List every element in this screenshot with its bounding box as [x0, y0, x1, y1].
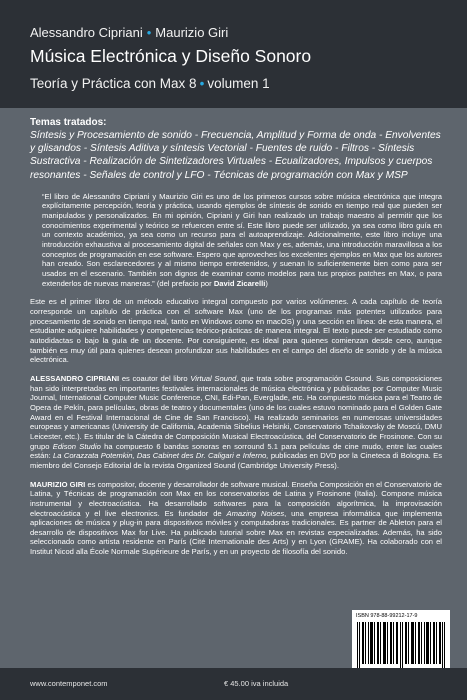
giri-bio-text-2: , una empresa informática que implementa aplicaciones de música y plug-in para dispositivos móviles y computadoras tradicionales. Es partner de Ableton para el desarrollo de dispositivos Max for Live. Ha publicado tutorial sobre Max en revistas especializadas. Además, ha sido seleccionado como artista residente en París (Cité Internationale des Arts) y en Lyon (GRAME). Ha colaborado con el Institut Nicod alla École Normale Supérieure de París, y en un proyecto de filosofía del sonido.: [30, 508, 442, 557]
giri-name: MAURIZIO GIRI: [30, 479, 86, 489]
film-titles: La Corazzata Potemkin, Das Cabinet des Dr. Caligari e Inferno,: [53, 451, 269, 461]
cipriani-bio-text-1: es coautor del libro: [121, 373, 188, 383]
intro-paragraph: Este es el primer libro de un método educativo integral compuesto por varios volúmenes. A cada capítulo de teoría corresponde un capítulo de práctica con el software Max (uno de los programas más potentes utilizados para procesamiento de sonido en tiempo real, tanto en Windows como en macOS) y una sección en línea: de esta manera, el estudiante adquiere habilidades y competencias teórico-prácticas de manera integral. El texto puede ser estudiado como autodidactas o bajo la guía de un docente. Por consiguiente, es ideal para quienes comienzan desde cero, aunque también es muy útil para quienes desean profundizar sus habilidades en el campo del diseño de sonido y de la música electrónica.: [30, 297, 442, 365]
edison-studio-name: Edison Studio: [52, 441, 101, 451]
quote-author: David Zicarelli: [213, 278, 266, 288]
preface-quote: “El libro de Alessandro Cipriani y Maurizio Giri es uno de los primeros cursos sobre música electrónica que integra explícitamente percepción, teoría y práctica, usando ejemplos de síntesis de sonido en tiempo real que pueden ser manipulados y personalizados. En mi opinión, Cipriani y Giri han realizado un trabajo maestro al permitir que los conocimientos experimental y teórico se refuercen entre sí. Este libro puede ser utilizado, ya sea como libro guía en un contexto académico, ya sea como un recurso para el autoaprendizaje. Adicionalmente, este libro incluye una introducción exhaustiva al procesamiento digital de señales con Max y es, además, una introducción maravillosa a los conceptos de programación en ese software. Espero que aproveches los excelentes ejemplos en Max que los autores han creado. Son esclarecedores y al mismo tiempo entretenidos, y suenan lo suficientemente bien como para ser usados en el escenario. También son dignos de examinar como modelos para tus propios patches en Max, o para extenderlos de nuevas maneras.” (del prefacio por David Zicarelli): [42, 191, 442, 288]
subtitle-separator-dot: •: [199, 76, 205, 91]
book-subtitle: [30, 76, 270, 91]
author-cipriani: Alessandro Cipriani: [30, 25, 143, 40]
virtual-sound-title: Virtual Sound: [190, 373, 237, 383]
cipriani-bio-text-4: publicadas en DVD por la Cineteca di Bologna. Es miembro del Consejo Editorial de la revista Organized Sound (Cambridge University Press).: [30, 451, 442, 470]
amazing-noises-name: Amazing Noises: [226, 508, 285, 518]
topics-list: Síntesis y Procesamiento de sonido - Frecuencia, Amplitud y Forma de onda - Envolventes y glisandos - Síntesis Aditiva y síntesis Vectorial - Fuentes de ruido - Filtros - Síntesis Sustractiva - Realización de Sintetizadores Virtuales - Ecualizadores, Impulsos y cuerpos resonantes - Señales de control y LFO - Técnicas de programación con Max y MSP: [30, 130, 441, 181]
barcode-icon: [357, 622, 445, 668]
main-content: [30, 117, 442, 557]
giri-bio-text-1: es compositor, docente y desarrollador de software musical. Enseña Composición en el Conservatorio de Latina, y Técnicas de programación con Max en los conservatorios de Latina y Frosinone (Italia). Compone música instrumental y electroacústica. Ha desarrollado softwares para la composición algorítmica, la improvisación electroacústica y el live electronics. Es fundador de: [30, 479, 442, 518]
volume-label: volumen 1: [207, 76, 270, 91]
publisher-url: www.contemponet.com: [30, 679, 108, 688]
subtitle-main: Teoría y Práctica con Max 8: [30, 76, 197, 91]
authors-line: [30, 25, 228, 40]
cipriani-bio: [30, 374, 442, 471]
cipriani-bio-text-2: , que trata sobre programación Csound. Sus composiciones han sido interpretadas en importantes festivales internacionales de música electrónica y publicadas por Computer Music Journal, International Computer Music Conference, CNI, Edi-Pan, Everglade, etc. Ha compuesto música para el Teatro de Opera de Pekín, para películas, obras de teatro y documentales (uno de los cuales estuvo nominado para el Golden Gate Award en el Festival Internacional de Cine de San Francisco). Ha realizado seminarios en numerosas universidades europeas y americanas (University de California, Academia Sibelius Helsinki, Conservatorio Tchaikovsky de Moscú, DMU Leicester, etc.). Es titular de la Cátedra de Composición Musical Electroacústica, del Conservatorio de Frosinone. Con su grupo: [30, 373, 442, 451]
quote-text: “El libro de Alessandro Cipriani y Maurizio Giri es uno de los primeros cursos sobre música electrónica que integra explícitamente percepción, teoría y práctica, usando ejemplos de síntesis de sonido en tiempo real que pueden ser manipulados y personalizados. En mi opinión, Cipriani y Giri han realizado un trabajo maestro al permitir que los conocimientos experimental y teórico se refuercen entre sí. Este libro puede ser utilizado, ya sea como libro guía en un contexto académico, ya sea como un recurso para el autoaprendizaje. Adicionalmente, este libro incluye una introducción exhaustiva al procesamiento digital de señales con Max y es, además, una introducción maravillosa a los conceptos de programación en ese software. Espero que aproveches los excelentes ejemplos en Max que los autores han creado. Son esclarecedores y al mismo tiempo entretenidos, y suenan lo suficientemente bien como para ser usados en el escenario. También son dignos de examinar como modelos para tus propios patches en Max, o para extenderlos de nuevas maneras.” (del prefacio por: [42, 191, 442, 288]
giri-bio: [30, 480, 442, 557]
cipriani-bio-text-3: ha compuesto 6 bandas sonoras en sorround 5.1 para películas de cine mudo, entre las cuales están:: [30, 441, 442, 461]
topics-heading: Temas tratados:: [30, 117, 107, 128]
author-giri: Maurizio Giri: [155, 25, 229, 40]
isbn-label: ISBN 978-88-99212-17-9: [356, 613, 418, 619]
separator-dot: •: [146, 25, 152, 40]
book-title: Música Electrónica y Diseño Sonoro: [30, 46, 312, 66]
cipriani-name: ALESSANDRO CIPRIANI: [30, 373, 120, 383]
price-label: € 45.00 iva incluida: [224, 679, 289, 688]
